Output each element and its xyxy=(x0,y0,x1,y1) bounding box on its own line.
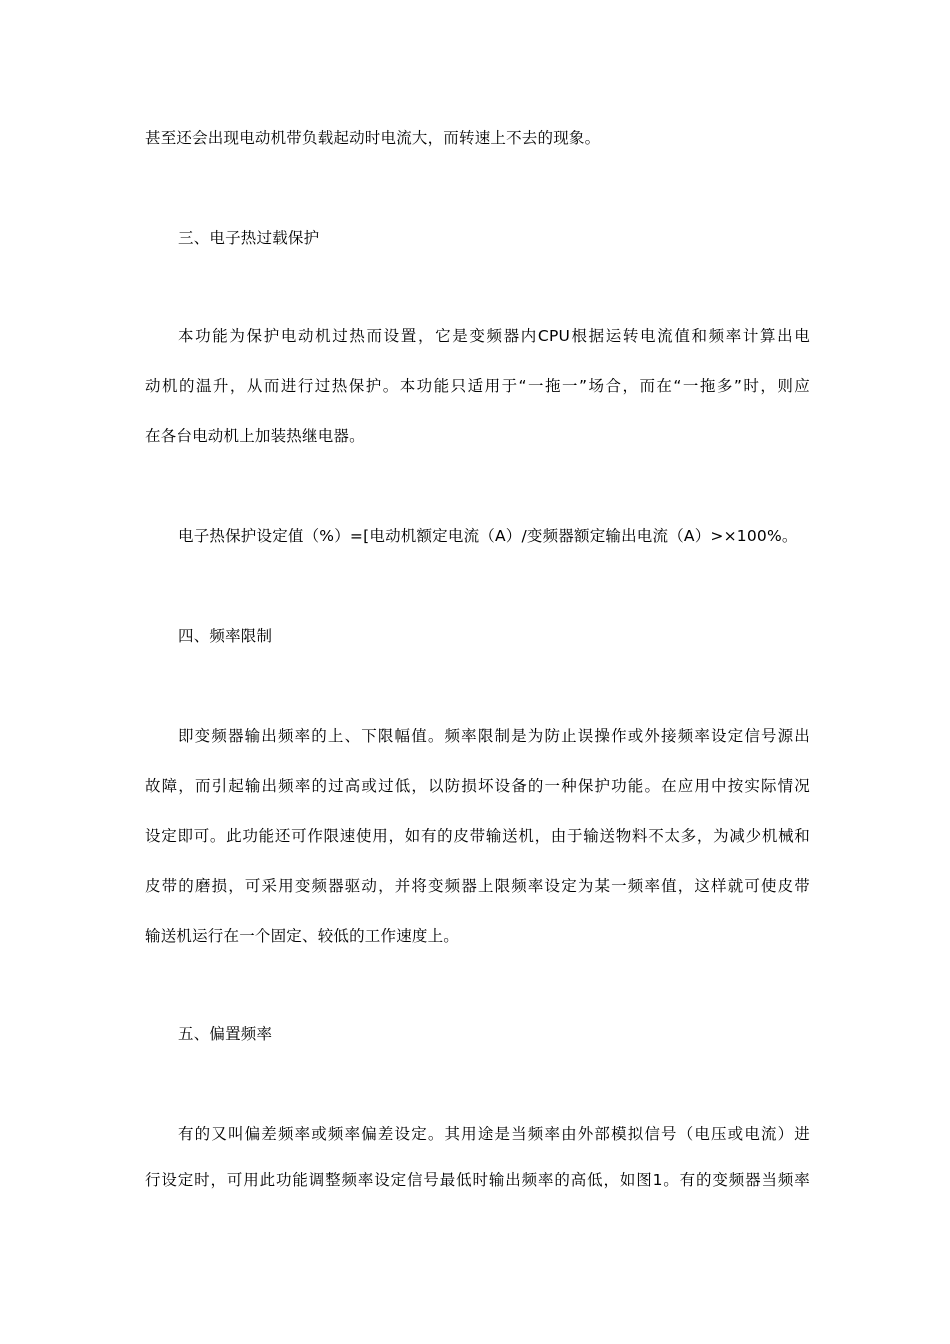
paragraph-line: 本功能为保护电动机过热而设置，它是变频器内CPU根据运转电流值和频率计算出电 xyxy=(178,327,810,345)
paragraph-line: 即变频器输出频率的上、下限幅值。频率限制是为防止误操作或外接频率设定信号源出 xyxy=(178,727,810,745)
paragraph-line: 在各台电动机上加装热继电器。 xyxy=(145,427,365,445)
paragraph-line: 有的又叫偏差频率或频率偏差设定。其用途是当频率由外部模拟信号（电压或电流）进 xyxy=(178,1125,810,1143)
paragraph-line: 设定即可。此功能还可作限速使用，如有的皮带输送机，由于输送物料不太多，为减少机械和 xyxy=(145,827,810,845)
paragraph-line: 故障，而引起输出频率的过高或过低，以防损坏设备的一种保护功能。在应用中按实际情况 xyxy=(145,777,810,795)
section-heading: 四、频率限制 xyxy=(178,627,273,645)
paragraph-line: 皮带的磨损，可采用变频器驱动，并将变频器上限频率设定为某一频率值，这样就可使皮带 xyxy=(145,877,810,895)
paragraph-line: 动机的温升，从而进行过热保护。本功能只适用于“一拖一”场合，而在“一拖多”时，则应 xyxy=(145,377,810,395)
section-heading: 三、电子热过载保护 xyxy=(178,229,320,247)
section-heading: 五、偏置频率 xyxy=(178,1025,273,1043)
paragraph-line: 甚至还会出现电动机带负载起动时电流大，而转速上不去的现象。 xyxy=(145,129,601,147)
paragraph-line: 行设定时，可用此功能调整频率设定信号最低时输出频率的高低，如图1。有的变频器当频率 xyxy=(145,1171,810,1189)
formula-line: 电子热保护设定值（%）=[电动机额定电流（A）/变频器额定输出电流（A）>×100%。 xyxy=(178,527,798,545)
paragraph-line: 输送机运行在一个固定、较低的工作速度上。 xyxy=(145,927,460,945)
